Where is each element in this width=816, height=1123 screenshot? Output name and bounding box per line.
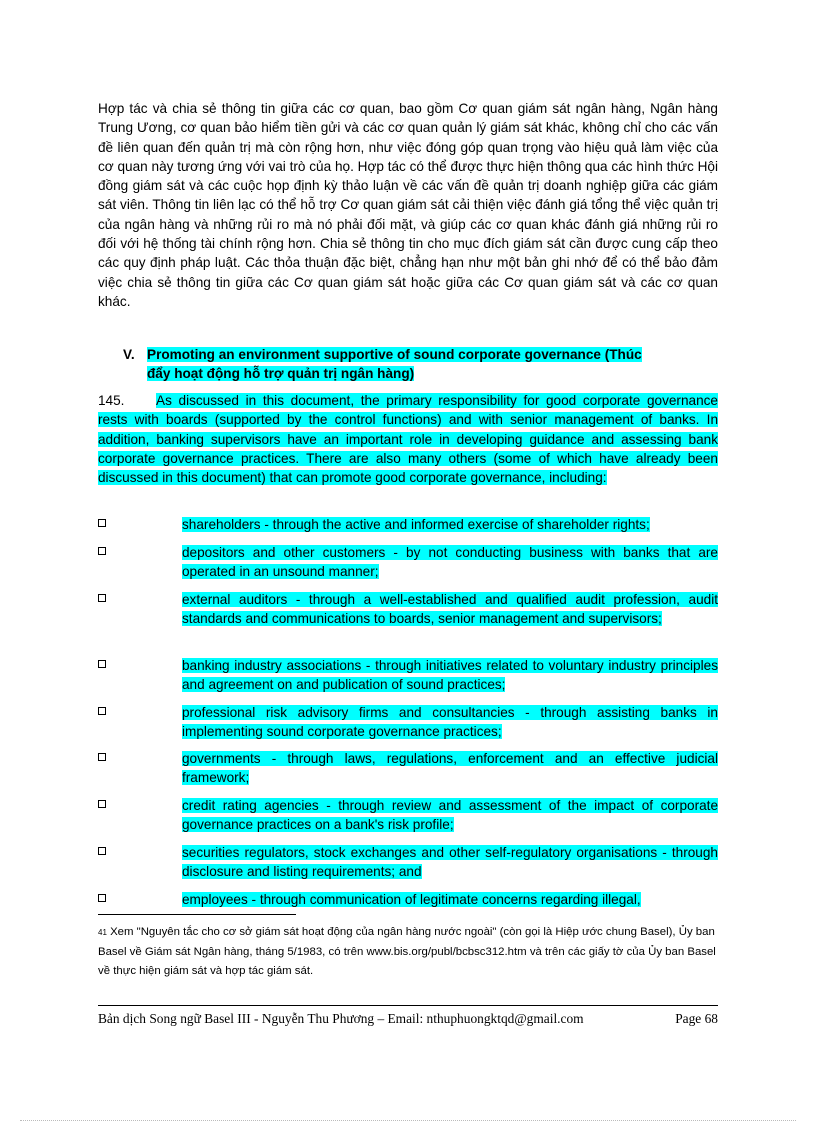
paragraph-145 bbox=[98, 391, 718, 487]
bullet-box-icon bbox=[98, 707, 106, 715]
page-edge bbox=[20, 1120, 796, 1121]
bullet-box-icon bbox=[98, 800, 106, 808]
footer-rule bbox=[98, 1005, 718, 1006]
bullet-box-icon bbox=[98, 519, 106, 527]
section-heading bbox=[123, 345, 723, 383]
footnote-number: 41 bbox=[98, 928, 107, 937]
footnote-text: Xem "Nguyên tắc cho cơ sở giám sát hoạt động của ngân hàng nước ngoài" (còn gọi là Hiệp ước chung Basel), Ủy ban Basel về Giám sát Ngân hàng, tháng 5/1983, có trên www.bis.org/publ/bcbsc312.htm và trên các giấy tờ của Ủy ban Basel về thực hiện giám sát và hợp tác giám sát. bbox=[98, 926, 716, 977]
footnote-separator bbox=[98, 914, 296, 915]
section-number: V. bbox=[123, 347, 135, 362]
bullet-box-icon bbox=[98, 753, 106, 761]
bullet-box-icon bbox=[98, 547, 106, 555]
footer-text: Bản dịch Song ngữ Basel III - Nguyễn Thu Phương – Email: nthuphuongktqd@gmail.com bbox=[98, 1011, 584, 1026]
bullet-box-icon bbox=[98, 660, 106, 668]
bullet-box-icon bbox=[98, 847, 106, 855]
document-page: Hợp tác và chia sẻ thông tin giữa các cơ quan, bao gồm Cơ quan giám sát ngân hàng, Ngân hàng Trung Ương, cơ quan bảo hiểm tiền gửi và các cơ quan quản lý giám sát khác, không chỉ cho các vấn đề liên quan đến quản trị mà còn rộng hơn, như việc đóng góp quan trọng vào hiệu quả làm việc của cơ quan này tương ứng với vai trò của họ. Hợp tác có thể được thực hiện thông qua các hình thức Hội đồng giám sát và các cuộc họp định kỳ thảo luận về các vấn đề quản trị doanh nghiệp giữa các giám sát viên. Thông tin liên lạc có thể hỗ trợ Cơ quan giám sát cải thiện việc đánh giá tổng thể việc quản trị của ngân hàng và những rủi ro mà nó phải đối mặt, và giúp các cơ quan khác đánh giá những rủi ro đối với hệ thống tài chính rộng hơn. Chia sẻ thông tin cho mục đích giám sát cần được cung cấp theo các quy định pháp luật. Các thỏa thuận đặc biệt, chẳng hạn như một bản ghi nhớ để có thể bảo đảm việc chia sẻ thông tin giữa các Cơ quan giám sát hoặc giữa các Cơ quan giám sát và các cơ quan khác. V. Promoting an environment supportive of sound corporate governance (Thúc đẩy hoạt động hỗ trợ quản trị ngân hàng) 145. As discussed in this document, the primary responsibility for good corporate governance rests with boards (supported by the control functions) and with senior management of banks. In addition, banking supervisors have an important role in developing guidance and assessing bank corporate governance practices. There are also many others (some of which have already been discussed in this document) that can promote good corporate governance, including: shareholders - through the active and informed exercise of shareholder rights; depositors and other customers - by not conducting business with banks that are operated in an unsound manner; external auditors - through a well-established and qualified audit profession, audit standards and communications to boards, senior management and supervisors; banking industry associations - through initiatives related to voluntary industry principles and agreement on and publication of sound practices; professional risk advisory firms and consultancies - through assisting banks in implementing sound corporate governance practices; governments - through laws, regulations, enforcement and an effective judicial framework; credit rating agencies - through review and assessment of the impact of corporate governance practices on a bank's risk profile; securities regulators, stock exchanges and other self-regulatory organisations - through disclosure and listing requirements; and employees - through communication of legitimate concerns regarding illegal, $^{41}$ Xem "Nguyên tắc cho cơ sở giám sát hoạt động của ngân hàng nước ngoài" (còn gọi là Hiệp ước chung Basel), Ủy ban Basel về Giám sát Ngân hàng, tháng 5/1983, có trên www.bis.org/publ/bcbsc312.htm và trên các giấy tờ của Ủy ban Basel về thực hiện giám sát và hợp tác giám sát. Bản dịch Song ngữ Basel III - Nguyễn Thu Phương – Email: nthuphuongktqd@gmail.com Page 68 bbox=[0, 0, 816, 1123]
page-footer bbox=[98, 1010, 718, 1028]
intro-paragraph: Hợp tác và chia sẻ thông tin giữa các cơ quan, bao gồm Cơ quan giám sát ngân hàng, Ngân hàng Trung Ương, cơ quan bảo hiểm tiền gửi và các cơ quan quản lý giám sát khác, không chỉ cho các vấn đề liên quan đến quản trị mà còn rộng hơn, như việc đóng góp quan trọng vào hiệu quả làm việc của cơ quan này tương ứng với vai trò của họ. Hợp tác có thể được thực hiện thông qua các hình thức Hội đồng giám sát và các cuộc họp định kỳ thảo luận về các vấn đề quản trị doanh nghiệp giữa các giám sát viên. Thông tin liên lạc có thể hỗ trợ Cơ quan giám sát cải thiện việc đánh giá tổng thể việc quản trị của ngân hàng và những rủi ro mà nó phải đối mặt, và giúp các cơ quan khác đánh giá những rủi ro đối với hệ thống tài chính rộng hơn. Chia sẻ thông tin cho mục đích giám sát cần được cung cấp theo các quy định pháp luật. Các thỏa thuận đặc biệt, chẳng hạn như một bản ghi nhớ để có thể bảo đảm việc chia sẻ thông tin giữa các Cơ quan giám sát hoặc giữa các Cơ quan giám sát và các cơ quan khác. bbox=[98, 101, 718, 309]
paragraph-number: 145. bbox=[98, 393, 125, 408]
bullet-box-icon bbox=[98, 594, 106, 602]
section-title-line2: đẩy hoạt động hỗ trợ quản trị ngân hàng) bbox=[147, 366, 415, 381]
bullet-box-icon bbox=[98, 894, 106, 902]
footnote bbox=[98, 923, 718, 982]
page-number: Page 68 bbox=[675, 1011, 718, 1026]
paragraph-145-text: As discussed in this document, the primary responsibility for good corporate governance rests with boards (supported by the control functions) and with senior management of banks. In addition, banking supervisors have an important role in developing guidance and assessing bank corporate governance practices. There are also many others (some of which have already been discussed in this document) that can promote good corporate governance, including: bbox=[98, 393, 718, 486]
section-title-line1: Promoting an environment supportive of sound corporate governance (Thúc bbox=[147, 347, 642, 362]
